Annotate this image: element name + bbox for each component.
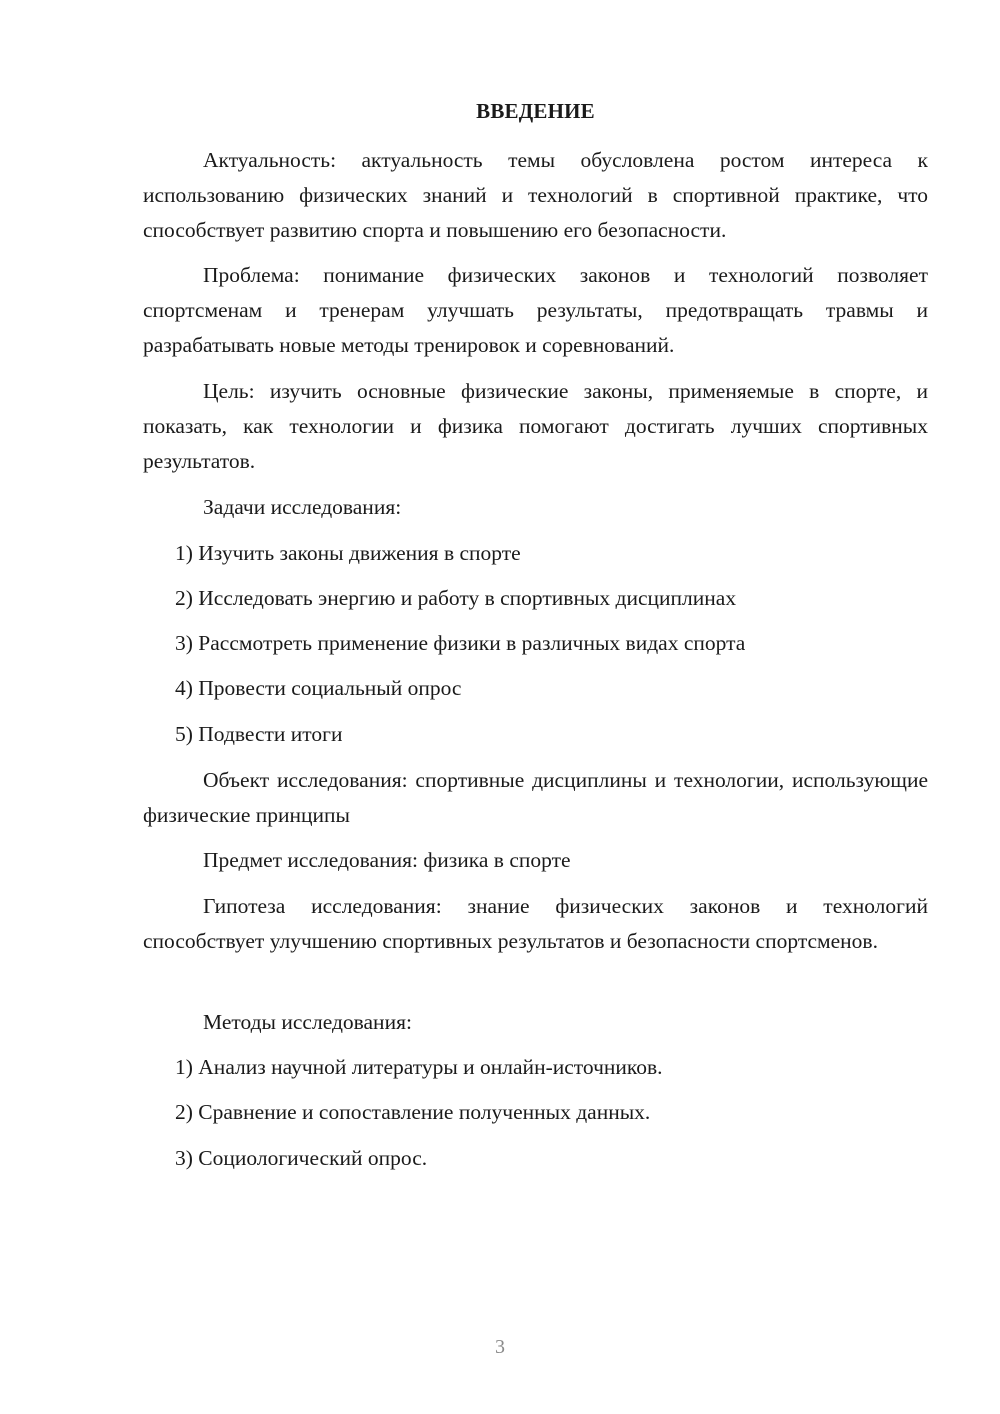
tasks-heading: Задачи исследования: — [203, 495, 402, 519]
method-item-2: 2) Сравнение и сопоставление полученных данных. — [175, 1100, 651, 1124]
object-paragraph: Объект исследования: спортивные дисциплины и технологии, использующие физические принципы — [143, 768, 928, 827]
task-item-3: 3) Рассмотреть применение физики в различных видах спорта — [175, 631, 746, 655]
methods-heading: Методы исследования: — [203, 1010, 412, 1034]
goal-paragraph: Цель: изучить основные физические законы, применяемые в спорте, и показать, как технологии и физика помогают достигать лучших спортивных результатов. — [143, 379, 928, 473]
problem-paragraph: Проблема: понимание физических законов и технологий позволяет спортсменам и тренерам улучшать результаты, предотвращать травмы и разрабатывать новые методы тренировок и соревнований. — [143, 263, 928, 357]
relevance-paragraph: Актуальность: актуальность темы обусловлена ростом интереса к использованию физических знаний и технологий в спортивной практике, что способствует развитию спорта и повышению его безопасности. — [143, 148, 928, 242]
task-item-1: 1) Изучить законы движения в спорте — [175, 541, 521, 565]
task-item-4: 4) Провести социальный опрос — [175, 676, 462, 700]
task-item-2: 2) Исследовать энергию и работу в спортивных дисциплинах — [175, 586, 737, 610]
hypothesis-paragraph: Гипотеза исследования: знание физических законов и технологий способствует улучшению спортивных результатов и безопасности спортсменов. — [143, 894, 928, 953]
task-item-5: 5) Подвести итоги — [175, 722, 343, 746]
method-item-3: 3) Социологический опрос. — [175, 1146, 428, 1170]
method-item-1: 1) Анализ научной литературы и онлайн-источников. — [175, 1055, 663, 1079]
page-title: ВВЕДЕНИЕ — [476, 99, 595, 123]
subject-paragraph: Предмет исследования: физика в спорте — [203, 848, 571, 872]
page-number: 3 — [495, 1336, 505, 1358]
